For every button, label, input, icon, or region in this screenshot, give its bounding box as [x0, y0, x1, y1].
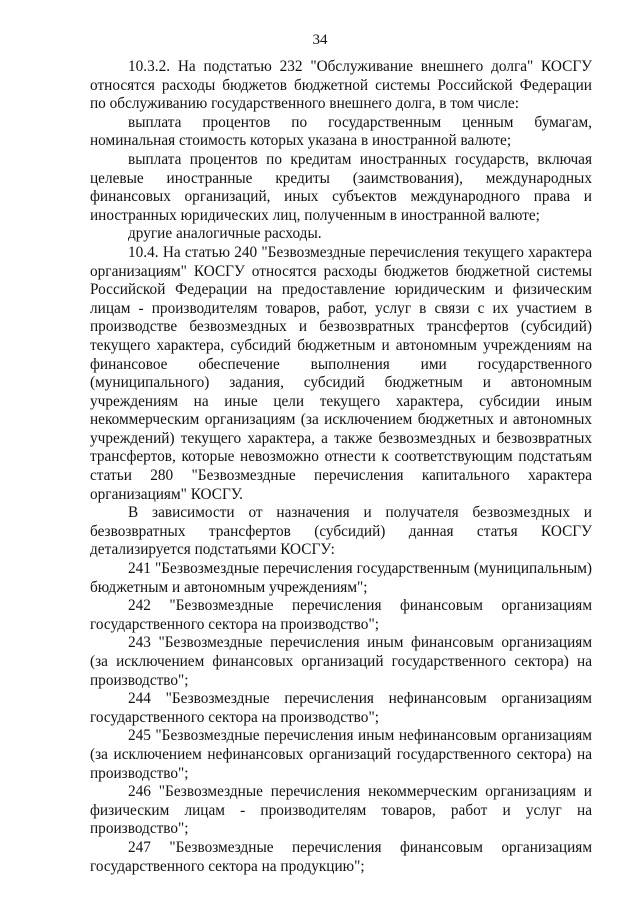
paragraph-substat-246: 246 "Безвозмездные перечисления некоммерческим организациям и физическим лицам - производителям товаров, работ и услуг на производство"; [90, 783, 592, 838]
paragraph-foreign-credits-interest: выплата процентов по кредитам иностранных государств, включая целевые иностранные кредиты (заимствования), международных финансовых организаций, иных субъектов международного права и иностранных юридических лиц, полученным в иностранной валюте; [90, 150, 592, 224]
page-number: 34 [312, 32, 328, 48]
paragraph-substat-243: 243 "Безвозмездные перечисления иным финансовым организациям (за исключением финансовых организаций государственного сектора) на производство"; [90, 634, 592, 689]
paragraph-substat-247: 247 "Безвозмездные перечисления финансовым организациям государственного сектора на продукцию"; [90, 838, 592, 875]
paragraph-securities-interest: выплата процентов по государственным ценным бумагам, номинальная стоимость которых указана в иностранной валюте; [90, 113, 592, 150]
paragraph-10-3-2: 10.3.2. На подстатью 232 "Обслуживание внешнего долга" КОСГУ относятся расходы бюджетов бюджетной системы Российской Федерации по обслуживанию государственного внешнего долга, в том числе: [90, 58, 592, 113]
paragraph-10-4: 10.4. На статью 240 "Безвозмездные перечисления текущего характера организациям" КОСГУ относятся расходы бюджетов бюджетной системы Российской Федерации на предоставление юридическим и физическим лицам - производителям товаров, работ, услуг в связи с их участием в производстве безвозмездных и безвозвратных трансфертов (субсидий) текущего характера, субсидий бюджетным и автономным учреждениям на финансовое обеспечение выполнения ими государственного (муниципального) задания, субсидий бюджетным и автономным учреждениям на иные цели текущего характера, субсидии иным некоммерческим организациям (за исключением бюджетных и автономных учреждений) текущего характера, а также безвозмездных и безвозвратных трансфертов, которые невозможно отнести к соответствующим подстатьям статьи 280 "Безвозмездные перечисления капитального характера организациям" КОСГУ. [90, 243, 592, 503]
paragraph-other-expenses: другие аналогичные расходы. [128, 225, 322, 243]
body-text [90, 58, 592, 876]
paragraph-substat-244: 244 "Безвозмездные перечисления нефинансовым организациям государственного сектора на производство"; [90, 690, 592, 726]
paragraph-substat-245: 245 "Безвозмездные перечисления иным нефинансовым организациям (за исключением нефинансовых организаций государственного сектора) на производство"; [90, 727, 592, 782]
paragraph-detailing-intro: В зависимости от назначения и получателя безвозмездных и безвозвратных трансфертов (субсидий) данная статья КОСГУ детализируется подстатьями КОСГУ: [90, 504, 592, 559]
paragraph-substat-242: 242 "Безвозмездные перечисления финансовым организациям государственного сектора на производство"; [90, 597, 592, 633]
paragraph-substat-241: 241 "Безвозмездные перечисления государственным (муниципальным) бюджетным и автономным учреждениям"; [90, 560, 592, 596]
